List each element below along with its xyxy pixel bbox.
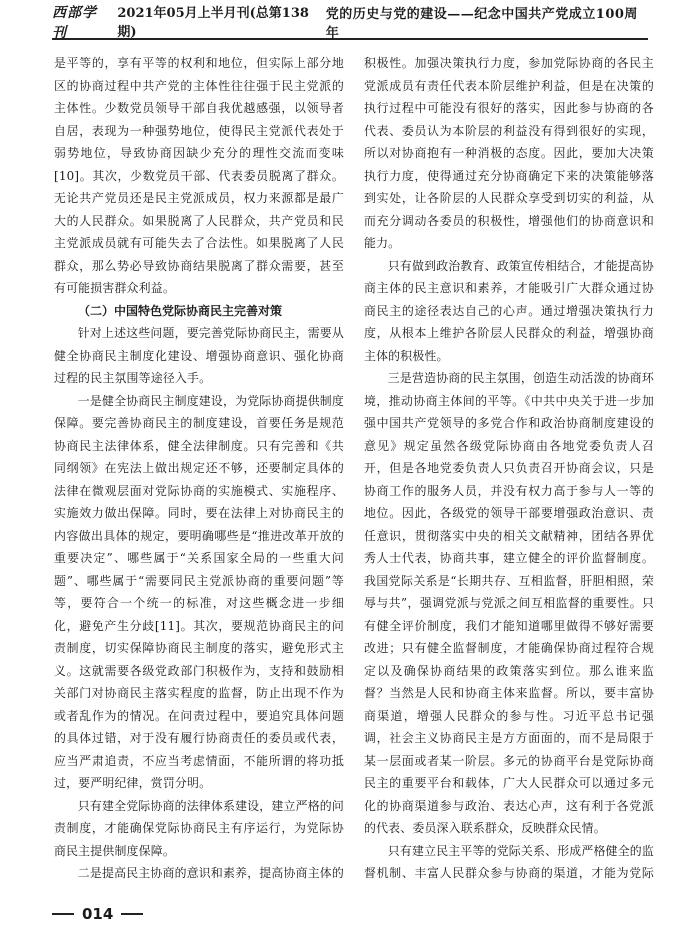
paragraph: 三是营造协商的民主氛围，创造生动活泼的协商环境，推动协商主体间的平等。《中共中央关于进一步加强中国共产党领导的多党合作和政治协商制度建设的意见》规定虽然各级党际协商由各地党委负责人召开，但是各地党委负责人只负责召开协商会议，只是协商工作的服务人员，并没有权力高于参与人一等的地位。因此，各级党的领导干部要增强政治意识、责任意识，贯彻落实中央的相关文献精神，团结各界优秀人士代表，协商共事，建立健全的评价监督制度。我国党际关系是“长期共存、互相监督，肝胆相照，荣辱与共”，强调党派与党派之间互相监督的重要性。只有健全评价制度，我们才能知道哪里做得不够好需要改进；只有健全监督制度，才能确保协商过程符合规定以及确保协商结果的政策落实到位。那么谁来监督？当然是人民和协商主体来监督。所以，要丰富协商渠道，增强人民群众的参与性。习近平总书记强调，社会主义协商民主是方方面面的，而不是局限于某一层面或者某一阶层。多元的协商平台是党际协商民主的重要平台和载体，广大人民群众可以通过多元化的协商渠道参与政治、表达心声，这有利于各党派的代表、委员深入联系群众，反映群众民情。 [364, 371, 654, 835]
paragraph: 是平等的，享有平等的权利和地位，但实际上部分地区的协商过程中共产党的主体性往往强于民主党派的主体性。少数党员领导干部自我优越感强，以领导者自居，表现为一种强势地位，使得民主党派代表处于弱势地位，导致协商因缺少充分的理性交流而变味[10]。其次，少数党员干部、代表委员脱离了群众。无论共产党员还是民主党派成员，权力来源都是最广大的人民群众。如果脱离了人民群众，共产党员和民主党派成员就有可能失去了合法性。如果脱离了人民群众，那么势必导致协商结果脱离了群众需要，甚至有可能损害群众利益。 [54, 56, 344, 295]
section-heading: （二）中国特色党际协商民主完善对策 [78, 303, 283, 318]
paragraph: 二是提高民主协商的意识和素养，提高协商主体的 [77, 866, 344, 880]
left-column [54, 52, 344, 886]
section-title: 党的历史与党的建设——纪念中国共产党成立100周年 [325, 7, 638, 41]
right-column [364, 52, 654, 886]
article-body [54, 52, 654, 886]
journal-name: 西部学刊 [52, 5, 97, 41]
paragraph: 针对上述这些问题，要完善党际协商民主，需要从健全协商民主制度化建设、增强协商意识、强化协商过程的民主氛围等途径入手。 [54, 326, 344, 385]
page-footer [52, 905, 143, 923]
paragraph: 只有做到政治教育、政策宣传相结合，才能提高协商主体的民主意识和素养，才能吸引广大群众通过协商民主的途径表达自己的心声。通过增强决策执行力度，从根本上维护各阶层人民群众的利益，增强协商主体的积极性。 [364, 258, 654, 363]
header-left [52, 2, 326, 42]
footer-dash-left [52, 913, 74, 915]
footer-dash-right [121, 913, 143, 915]
paragraph: 只有建全党际协商的法律体系建设，建立严格的问责制度，才能确保党际协商民主有序运行，为党际协商民主提供制度保障。 [54, 798, 344, 858]
paragraph: 积极性。加强决策执行力度，参加党际协商的各民主党派成员有责任代表本阶层维护利益，但是在决策的执行过程中可能没有很好的落实，因此参与协商的各代表、委员认为本阶层的利益没有得到很好的实现，所以对协商抱有一种消极的态度。因此，要加大决策执行力度，使得通过充分协商确定下来的决策能够落到实处，让各阶层的人民群众享受到切实的利益，从而充分调动各委员的积极性，增强他们的协商意识和能力。 [364, 56, 654, 250]
running-header [52, 6, 648, 40]
issue-info: 2021年05月上半月刊(总第138期) [117, 6, 309, 40]
page-number: 014 [82, 905, 114, 923]
paragraph: 一是健全协商民主制度建设，为党际协商提供制度保障。要完善协商民主的制度建设，首要任务是规范协商民主法律体系，健全法律制度。只有完善和《共同纲领》在宪法上做出规定还不够，还要制定具体的法律在微观层面对党际协商的实施模式、实施程序、实施效力做出保障。同时，要在法律上对协商民主的内容做出具体的规定，要明确哪些是“推进改革开放的重要决定”、哪些属于“关系国家全局的一些重大问题”、哪些属于“需要同民主党派协商的重要问题”等等，要符合一个统一的标准，对这些概念进一步细化，避免产生分歧[11]。其次，要规范协商民主的问责制度，切实保障协商民主制度的落实，避免形式主义。这就需要各级党政部门积极作为，支持和鼓励相关部门对协商民主落实程度的监督，防止出现不作为或者乱作为的情况。在问责过程中，要追究具体问题的具体过错，对于没有履行协商责任的委员或代表，应当严肃追责，不应当考虑情面，不能所谓的将功抵过，要严明纪律，赏罚分明。 [54, 393, 344, 790]
paragraph: 只有建立民主平等的党际关系、形成严格健全的监督机制、丰富人民群众参与协商的渠道，才能为党际 [364, 843, 654, 880]
